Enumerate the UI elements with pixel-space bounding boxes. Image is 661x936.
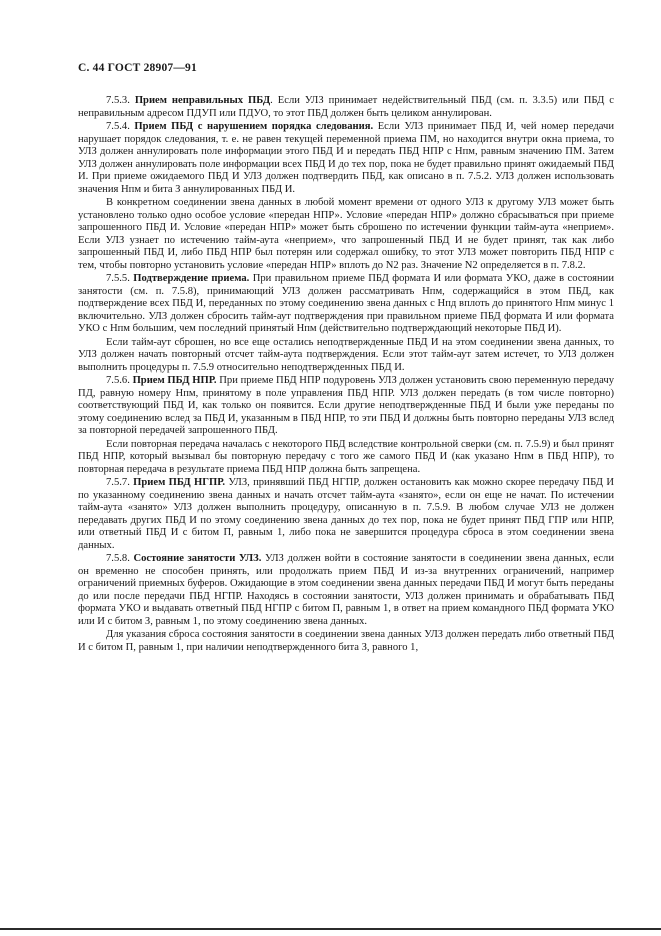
clause-title: Прием неправильных ПБД	[134, 95, 271, 106]
clause-title: Подтверждение приема.	[133, 273, 250, 284]
paragraph-continuation	[78, 197, 614, 272]
paragraph-7-5-7	[78, 477, 614, 552]
paragraph-7-5-3	[78, 95, 614, 120]
paragraph-7-5-6	[78, 375, 614, 438]
clause-number: 7.5.3.	[106, 95, 130, 106]
clause-number: 7.5.6.	[106, 375, 130, 386]
clause-title: Состояние занятости УЛЗ.	[133, 553, 262, 564]
paragraph-text: Если повторная передача началась с некоторого ПБД вследствие контрольной сверки (см. п. 7.5.9) и был принят ПБД НПР, который вызывал бы повторную передачу с того же самого ПБД И (как указано Нпм в ПБД НПР), то повторная передача в результате приема ПБД НПР должна быть запрещена.	[78, 438, 614, 475]
clause-title: Прием ПБД НГПР.	[133, 477, 226, 488]
clause-title: Прием ПБД с нарушением порядка следования.	[134, 121, 374, 132]
paragraph-text: . Если УЛЗ принимает недействительный ПБД (см. п. 3.3.5) или ПБД с неправильным адресом ПДУП или ПДУО, то этот ПБД должен быть целиком аннулирован.	[78, 95, 614, 119]
paragraph-text: Для указания сброса состояния занятости в соединении звена данных УЛЗ должен передать либо ответный ПБД И с битом П, равным 1, при наличии неподтвержденного бита З, равного 1,	[78, 629, 614, 653]
clause-title: Прием ПБД НПР.	[132, 375, 217, 386]
clause-number: 7.5.8.	[106, 553, 130, 564]
paragraph-text: В конкретном соединении звена данных в любой момент времени от одного УЛЗ к другому УЛЗ может быть установлено только одно особое условие «передан НПР». Условие «передан НПР» должно сбрасываться при приеме запрошенного ПБД И. Условие «передан НПР» может быть сброшено по истечении функции тайм-аута «неприем». Если УЛЗ узнает по истечению тайм-аута «неприем», что запрошенный ПБД И не будет принят, так как либо запрошенный ПБД И, либо ПБД НПР был потерян или содержал ошибку, то этот УЛЗ может повторить ПБД НПР с тем, чтобы повторно установить условие «передан НПР» вплоть до N2 раз. Значение N2 определяется в п. 7.8.2.	[78, 197, 614, 271]
page-header: С. 44 ГОСТ 28907—91	[78, 62, 197, 74]
paragraph-text: Если тайм-аут сброшен, но все еще остались неподтвержденные ПБД И на этом соединении звена данных, то УЛЗ должен начать повторный отсчет тайм-аута подтверждения. Если этот тайм-аут затем истечет, то УЛЗ должен выполнить процедуры п. 7.5.9 относительно неподтвержденных ПБД И.	[78, 336, 614, 373]
paragraph-text: УЛЗ, принявший ПБД НГПР, должен остановить как можно скорее передачу ПБД И по указанному соединению звена данных и начать отсчет тайм-аута «занято», если он еще не начат. По истечении тайм-аута «занято» УЛЗ должен выполнить процедуру, описанную в п. 7.5.9. В любом случае УЛЗ не должен передавать других ПБД И по этому соединению звена данных до тех пор, пока не будет принят ПБД ГПР или НПР, или ответный ПБД И с битом П, равным 1, либо пока не завершится процедура сброса в этом соединении звена данных.	[78, 477, 614, 551]
paragraph-continuation	[78, 439, 614, 477]
paragraph-7-5-4	[78, 121, 614, 196]
paragraph-text: Если УЛЗ принимает ПБД И, чей номер передачи нарушает порядок следования, т. е. не равен текущей переменной приема ПМ, но находится внутри окна приема, то УЛЗ должен аннулировать поле информации этого ПБД И и передать ПБД НПР с Нпм, равным значению ПМ. Затем УЛЗ должен аннулировать поле информации всех ПБД И до тех пор, пока не будет правильно принят ожидаемый ПБД И. При приеме ожидаемого ПБД И УЛЗ должен подтвердить ПБД, как описано в п. 7.5.2. УЛЗ должен использовать значения Нпм и бита З аннулированных ПБД И.	[78, 121, 614, 195]
clause-number: 7.5.5.	[106, 273, 130, 284]
paragraph-text: УЛЗ должен войти в состояние занятости в соединении звена данных, если он временно не способен принять, или продолжать прием ПБД И из-за внутренних ограничений, например ограничений приемных буферов. Ожидающие в этом соединении звена данных передачи ПБД И могут быть переданы до или после передачи ПБД НГПР. Находясь в состоянии занятости, УЛЗ должен принимать и обрабатывать ПБД формата УКО и выдавать ответный ПБД НГПР с битом П, равным 1, в ответ на прием командного ПБД формата УКО или И с битом З, равным 1, по этому соединению звена данных.	[78, 553, 614, 627]
clause-number: 7.5.4.	[106, 121, 130, 132]
paragraph-continuation	[78, 337, 614, 375]
paragraph-text: При приеме ПБД НПР подуровень УЛЗ должен установить свою переменную передачу ПД, равную номеру Нпм, принятому в поле управления ПБД НПР. УЛЗ должен передать (в том числе повторно) соответствующий ПБД И, как только он появится. Если другие неподтвержденные ПБД И были уже переданы по этому соединению вслед за ПБД И, указанным в ПБД НПР, то эти ПБД И должны быть повторно переданы УЛЗ вслед за повторной передачей запрошенного ПБД.	[78, 375, 614, 436]
paragraph-continuation	[78, 629, 614, 654]
paragraph-text: При правильном приеме ПБД формата И или формата УКО, даже в состоянии занятости (см. п. 7.5.8), принимающий УЛЗ должен рассматривать Нпм, содержащийся в этом ПБД, как подтверждение всех ПБД И, переданных по этому соединению звена данных с Нпд вплоть до принятого Нпм минус 1 включительно. УЛЗ должен сбросить тайм-аут подтверждения при правильном приеме ПБД формата И или формата УКО с Нпм большим, чем последний принятый Нпм (действительно подтверждающий некоторые ПБД И).	[78, 273, 614, 334]
page-bottom-rule	[0, 928, 661, 930]
paragraph-7-5-8	[78, 553, 614, 628]
document-body	[78, 95, 614, 655]
clause-number: 7.5.7.	[106, 477, 130, 488]
paragraph-7-5-5	[78, 273, 614, 336]
